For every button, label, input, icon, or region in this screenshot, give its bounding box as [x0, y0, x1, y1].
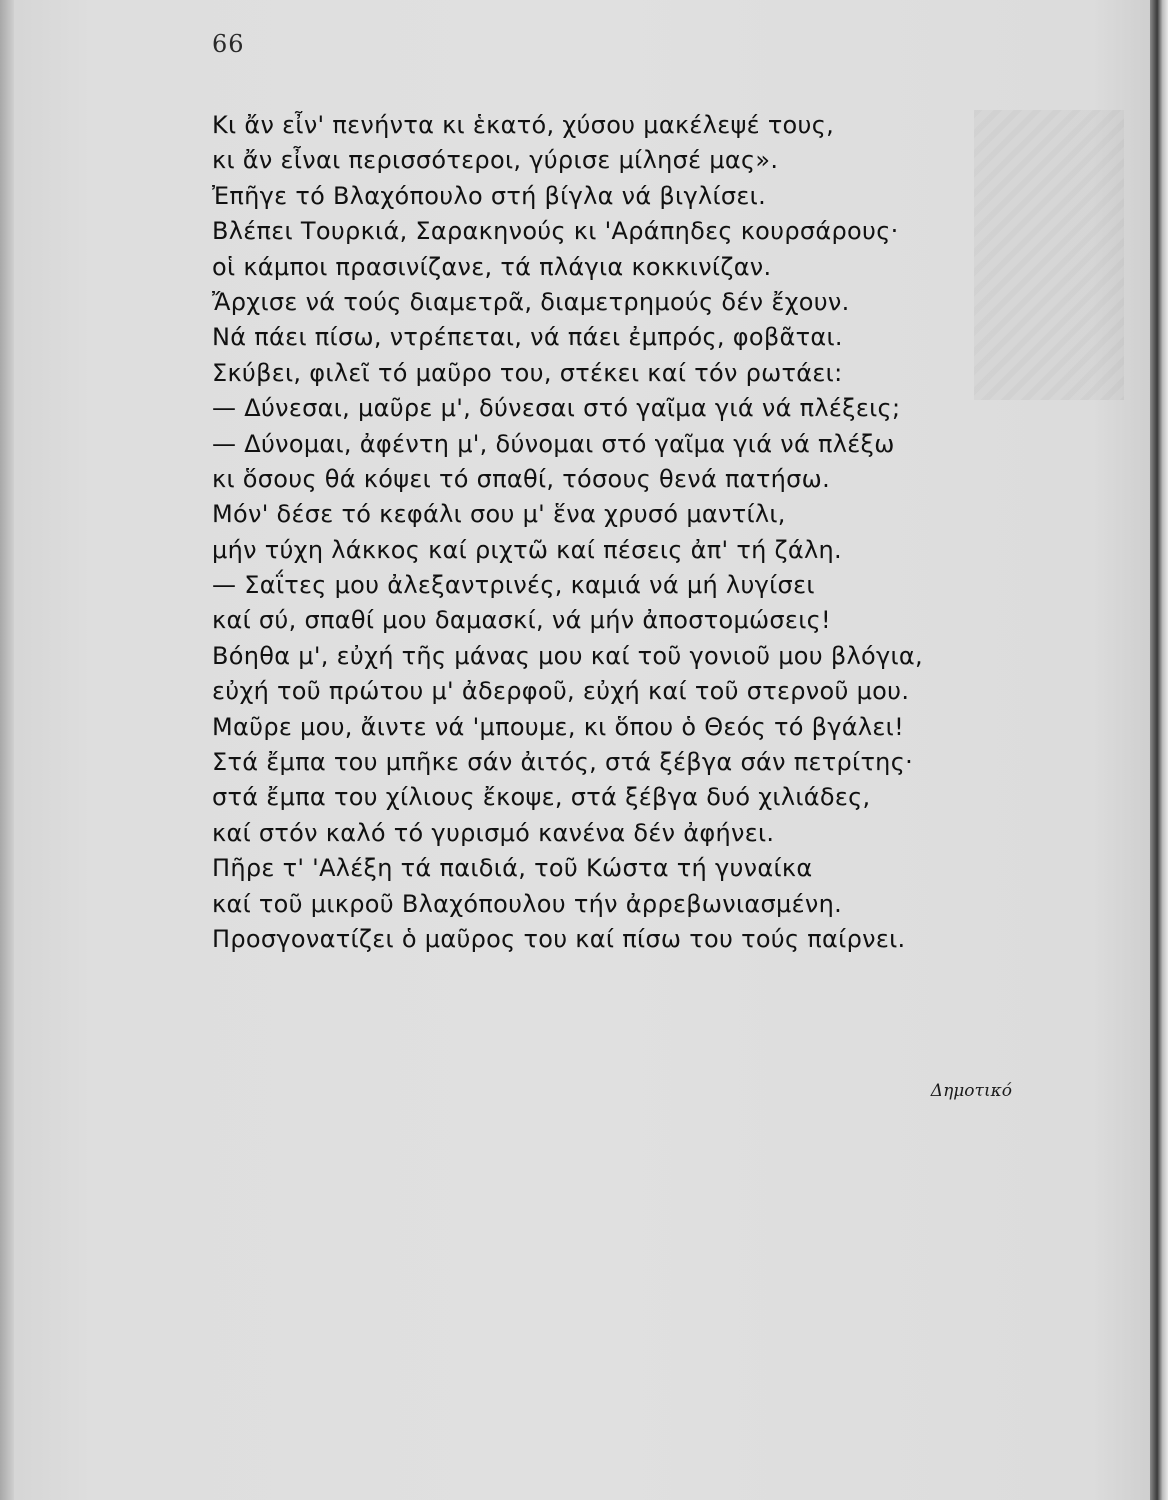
page-gutter-shadow [0, 0, 14, 1500]
poem-line: Προσγονατίζει ὁ μαῦρος του καί πίσω του τούς παίρνει. [212, 924, 906, 953]
poem-line: Ἄρχισε νά τούς διαμετρᾶ, διαμετρημούς δέν ἔχουν. [212, 287, 850, 316]
page-edge-shadow [1150, 0, 1168, 1500]
poem-line: κι ἄν εἶναι περισσότεροι, γύρισε μίλησέ μας». [212, 146, 779, 175]
poem-line: καί σύ, σπαθί μου δαμασκί, νά μήν ἀποστομώσεις! [212, 606, 831, 635]
poem-line: Νά πάει πίσω, ντρέπεται, νά πάει ἐμπρός, φοβᾶται. [212, 323, 843, 352]
poem-line: εὐχή τοῦ πρώτου μ' ἀδερφοῦ, εὐχή καί τοῦ στερνοῦ μου. [212, 677, 910, 706]
poem-line: στά ἔμπα του χίλιους ἔκοψε, στά ξέβγα δυό χιλιάδες, [212, 783, 871, 812]
poem-attribution: Δημοτικό [930, 1081, 1012, 1101]
poem-line: Μόν' δέσε τό κεφάλι σου μ' ἕνα χρυσό μαντίλι, [212, 500, 786, 529]
poem-line: Στά ἔμπα του μπῆκε σάν ἀιτός, στά ξέβγα σάν πετρίτης· [212, 748, 914, 777]
poem-line: Ἐπῆγε τό Βλαχόπουλο στή βίγλα νά βιγλίσει. [212, 181, 767, 210]
poem-line: οἱ κάμποι πρασινίζανε, τά πλάγια κοκκινίζαν. [212, 252, 772, 281]
poem-line: — Σαΐτες μου ἀλεξαντρινές, καμιά νά μή λυγίσει [212, 571, 815, 600]
poem-line: — Δύνεσαι, μαῦρε μ', δύνεσαι στό γαῖμα γιά νά πλέξεις; [212, 394, 901, 423]
poem-line: Πῆρε τ' 'Αλέξη τά παιδιά, τοῦ Κώστα τή γυναίκα [212, 854, 813, 883]
poem-line: κι ὅσους θά κόψει τό σπαθί, τόσους θενά πατήσω. [212, 464, 831, 493]
poem-line: Βόηθα μ', εὐχή τῆς μάνας μου καί τοῦ γονιοῦ μου βλόγια, [212, 641, 923, 670]
page-number: 66 [212, 30, 245, 58]
poem-line: καί στόν καλό τό γυρισμό κανένα δέν ἀφήνει. [212, 818, 775, 847]
poem-line: Βλέπει Τουρκιά, Σαρακηνούς κι 'Αράπηδες κουρσάρους· [212, 217, 899, 246]
poem-line: καί τοῦ μικροῦ Βλαχόπουλου τήν ἀρρεβωνιασμένη. [212, 889, 843, 918]
poem-line: Σκύβει, φιλεῖ τό μαῦρο του, στέκει καί τόν ρωτάει: [212, 358, 843, 387]
poem-line: — Δύνομαι, ἀφέντη μ', δύνομαι στό γαῖμα γιά νά πλέξω [212, 429, 895, 458]
poem-line: Μαῦρε μου, ἄιντε νά 'μπουμε, κι ὅπου ὁ Θεός τό βγάλει! [212, 712, 905, 741]
poem-text [212, 108, 1012, 957]
poem-line: Κι ἄν εἶν' πενήντα κι ἑκατό, χύσου μακέλεψέ τους, [212, 111, 835, 139]
poem-line: μήν τύχη λάκκος καί ριχτῶ καί πέσεις ἀπ' τή ζάλη. [212, 535, 842, 564]
